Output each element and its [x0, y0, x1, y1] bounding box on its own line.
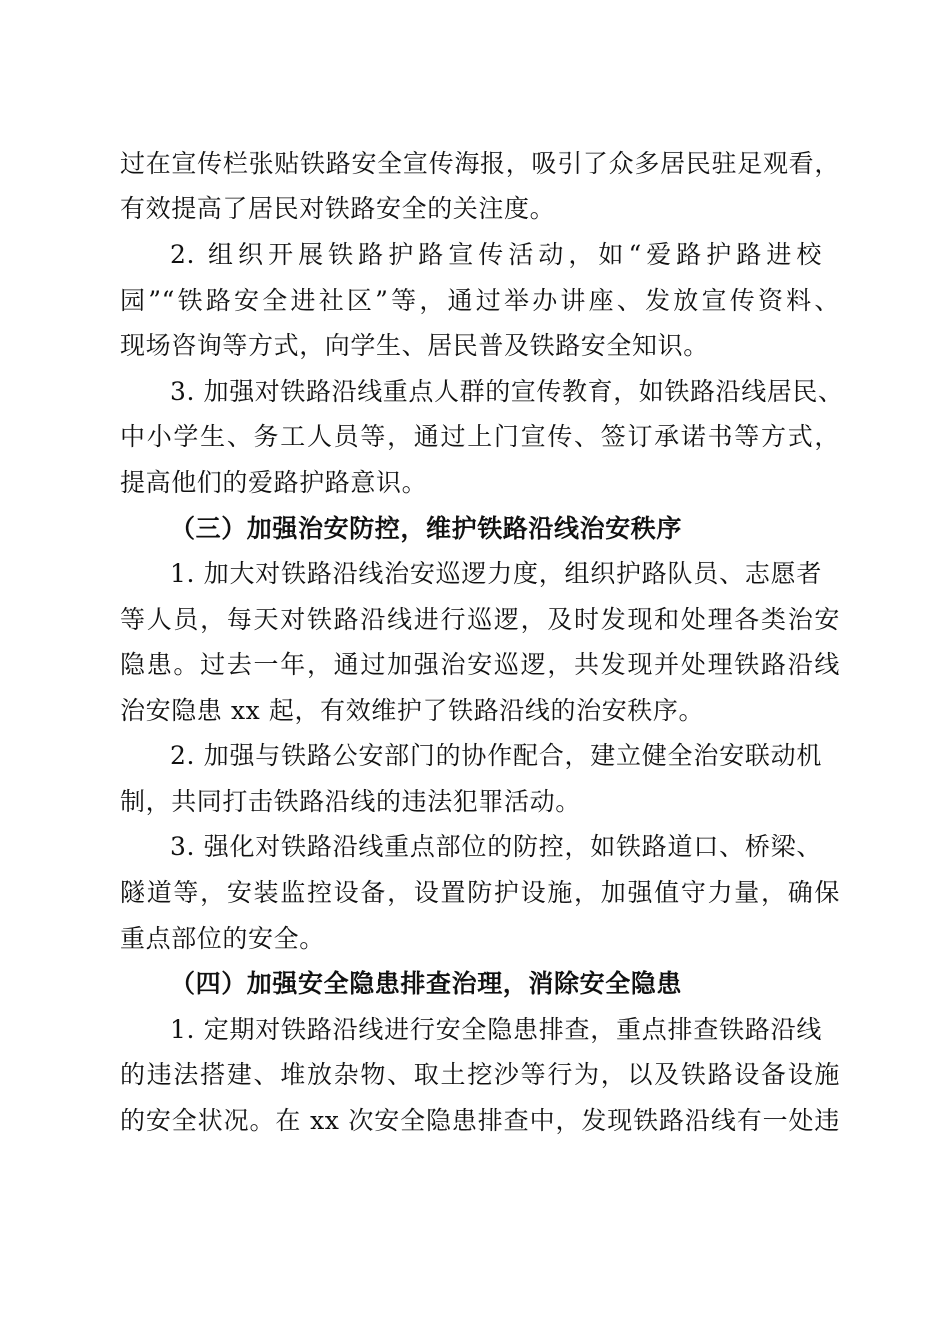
paragraph-1-line-1: 过在宣传栏张贴铁路安全宣传海报，吸引了众多居民驻足观看， [120, 149, 840, 178]
paragraph-5-line-1: 2. 加强与铁路公安部门的协作配合，建立健全治安联动机 [170, 741, 822, 770]
paragraph-2-line-2: 园”“铁路安全进社区”等，通过举办讲座、发放宣传资料、 [120, 286, 840, 315]
paragraph-6-line-1: 3. 强化对铁路沿线重点部位的防控，如铁路道口、桥梁、 [170, 832, 822, 861]
paragraph-3-line-3: 提高他们的爱路护路意识。 [120, 468, 428, 497]
paragraph-4-line-3: 隐患。过去一年，通过加强治安巡逻，共发现并处理铁路沿线 [120, 650, 840, 679]
paragraph-3-line-1: 3. 加强对铁路沿线重点人群的宣传教育，如铁路沿线居民、 [170, 377, 844, 406]
paragraph-2-line-1: 2. 组织开展铁路护路宣传活动，如“爱路护路进校 [170, 240, 822, 269]
paragraph-7-line-1: 1. 定期对铁路沿线进行安全隐患排查，重点排查铁路沿线 [170, 1015, 822, 1044]
section-heading-3: （三）加强治安防控，维护铁路沿线治安秩序 [170, 514, 683, 543]
paragraph-4-line-4: 治安隐患 xx 起，有效维护了铁路沿线的治安秩序。 [120, 696, 705, 725]
paragraph-2-line-3: 现场咨询等方式，向学生、居民普及铁路安全知识。 [120, 331, 709, 360]
paragraph-1-line-2: 有效提高了居民对铁路安全的关注度。 [120, 194, 556, 223]
paragraph-6-line-3: 重点部位的安全。 [120, 924, 325, 953]
paragraph-7-line-2: 的违法搭建、堆放杂物、取土挖沙等行为，以及铁路设备设施 [120, 1060, 840, 1089]
paragraph-4-line-2: 等人员，每天对铁路沿线进行巡逻，及时发现和处理各类治安 [120, 605, 840, 634]
paragraph-7-line-3: 的安全状况。在 xx 次安全隐患排查中，发现铁路沿线有一处违 [120, 1106, 840, 1135]
paragraph-3-line-2: 中小学生、务工人员等，通过上门宣传、签订承诺书等方式， [120, 422, 840, 451]
section-heading-4: （四）加强安全隐患排查治理，消除安全隐患 [170, 969, 683, 998]
paragraph-5-line-2: 制，共同打击铁路沿线的违法犯罪活动。 [120, 787, 581, 816]
paragraph-6-line-2: 隧道等，安装监控设备，设置防护设施，加强值守力量，确保 [120, 878, 840, 907]
paragraph-4-line-1: 1. 加大对铁路沿线治安巡逻力度，组织护路队员、志愿者 [170, 559, 822, 588]
